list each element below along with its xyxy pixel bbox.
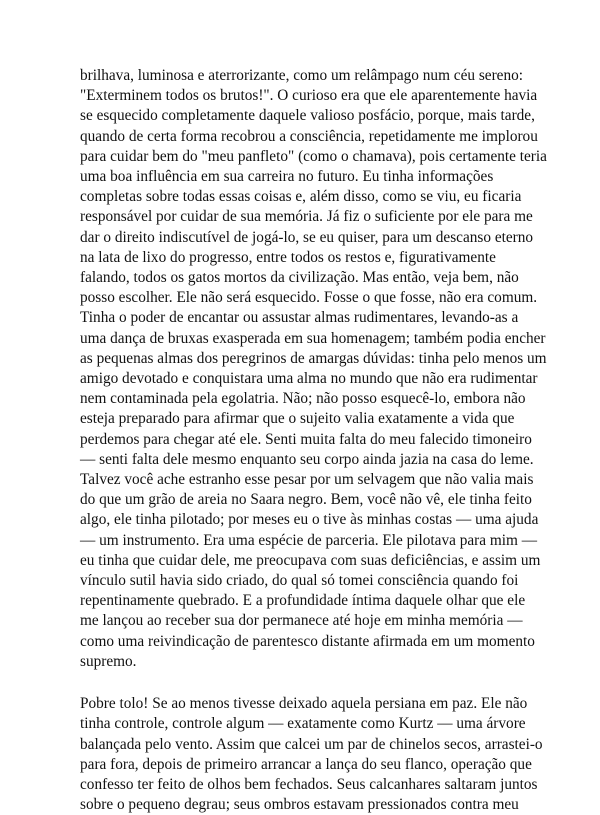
paragraph-spacer	[80, 672, 535, 694]
text-line: como uma reivindicação de parentesco distante afirmada em um momento	[80, 632, 535, 650]
text-line: — senti falta dele mesmo enquanto seu corpo ainda jazia na casa do leme.	[80, 450, 534, 468]
text-line: "Exterminem todos os brutos!". O curioso era que ele aparentemente havia	[80, 87, 538, 105]
text-line: confesso ter feito de olhos bem fechados. Seus calcanhares saltaram juntos	[80, 775, 538, 793]
text-line: as pequenas almas dos peregrinos de amargas dúvidas: tinha pelo menos um	[80, 349, 547, 367]
document-page	[80, 66, 547, 815]
text-line: para fora, depois de primeiro arrancar a lança do seu flanco, operação que	[80, 755, 532, 773]
paragraph-2	[80, 694, 543, 815]
text-line: se esquecido completamente daquele valioso posfácio, porque, mais tarde,	[80, 107, 535, 125]
text-line: falando, todos os gatos mortos da civilização. Mas então, veja bem, não	[80, 269, 519, 287]
text-line: do que um grão de areia no Saara negro. Bem, você não vê, ele tinha feito	[80, 491, 532, 509]
text-line: brilhava, luminosa e aterrorizante, como um relâmpago num céu sereno:	[80, 67, 524, 84]
text-line: para cuidar bem do "meu panfleto" (como o chamava), pois certamente teria	[80, 147, 547, 165]
text-line: dar o direito indiscutível de jogá-lo, se eu quiser, para um descanso eterno	[80, 228, 534, 246]
text-line: vínculo sutil havia sido criado, do qual só tomei consciência quando foi	[80, 572, 519, 590]
text-line: responsável por cuidar de sua memória. Já fiz o suficiente por ele para me	[80, 208, 533, 226]
paragraph-1	[80, 66, 547, 672]
text-line: Tinha o poder de encantar ou assustar almas rudimentares, levando-as a	[80, 309, 519, 327]
text-line: nem contaminada pela egolatria. Não; não posso esquecê-lo, embora não	[80, 390, 526, 408]
text-line: Talvez você ache estranho esse pesar por um selvagem que não valia mais	[80, 471, 534, 489]
text-line: perdemos para chegar até ele. Senti muita falta do meu falecido timoneiro	[80, 430, 532, 448]
text-line: repentinamente quebrado. E a profundidade íntima daquele olhar que ele	[80, 592, 526, 610]
text-line: quando de certa forma recobrou a consciência, repetidamente me implorou	[80, 127, 538, 145]
text-line: sobre o pequeno degrau; seus ombros estavam pressionados contra meu	[80, 796, 519, 814]
text-line: — um instrumento. Era uma espécie de parceria. Ele pilotava para mim —	[80, 531, 538, 549]
text-line: balançada pelo vento. Assim que calcei um par de chinelos secos, arrastei-o	[80, 735, 543, 753]
text-line: uma dança de bruxas exasperada em sua homenagem; também podia encher	[80, 329, 546, 347]
text-line: supremo.	[80, 652, 137, 670]
text-line: posso escolher. Ele não será esquecido. Fosse o que fosse, não era comum.	[80, 289, 538, 307]
text-line: uma boa influência em sua carreira no futuro. Eu tinha informações	[80, 168, 494, 186]
text-line: na lata de lixo do progresso, entre todos os restos e, figurativamente	[80, 248, 496, 266]
text-line: tinha controle, controle algum — exatamente como Kurtz — uma árvore	[80, 715, 526, 733]
text-line: completas sobre todas essas coisas e, além disso, como se viu, eu ficaria	[80, 188, 522, 206]
text-line: esteja preparado para afirmar que o sujeito valia exatamente a vida que	[80, 410, 515, 428]
text-line: Pobre tolo! Se ao menos tivesse deixado aquela persiana em paz. Ele não	[80, 695, 528, 713]
text-line: eu tinha que cuidar dele, me preocupava com suas deficiências, e assim um	[80, 551, 541, 569]
text-line: amigo devotado e conquistara uma alma no mundo que não era rudimentar	[80, 370, 538, 388]
text-line: me lançou ao receber sua dor permanece até hoje em minha memória —	[80, 612, 523, 630]
text-line: algo, ele tinha pilotado; por meses eu o tive às minhas costas — uma ajuda	[80, 511, 539, 529]
